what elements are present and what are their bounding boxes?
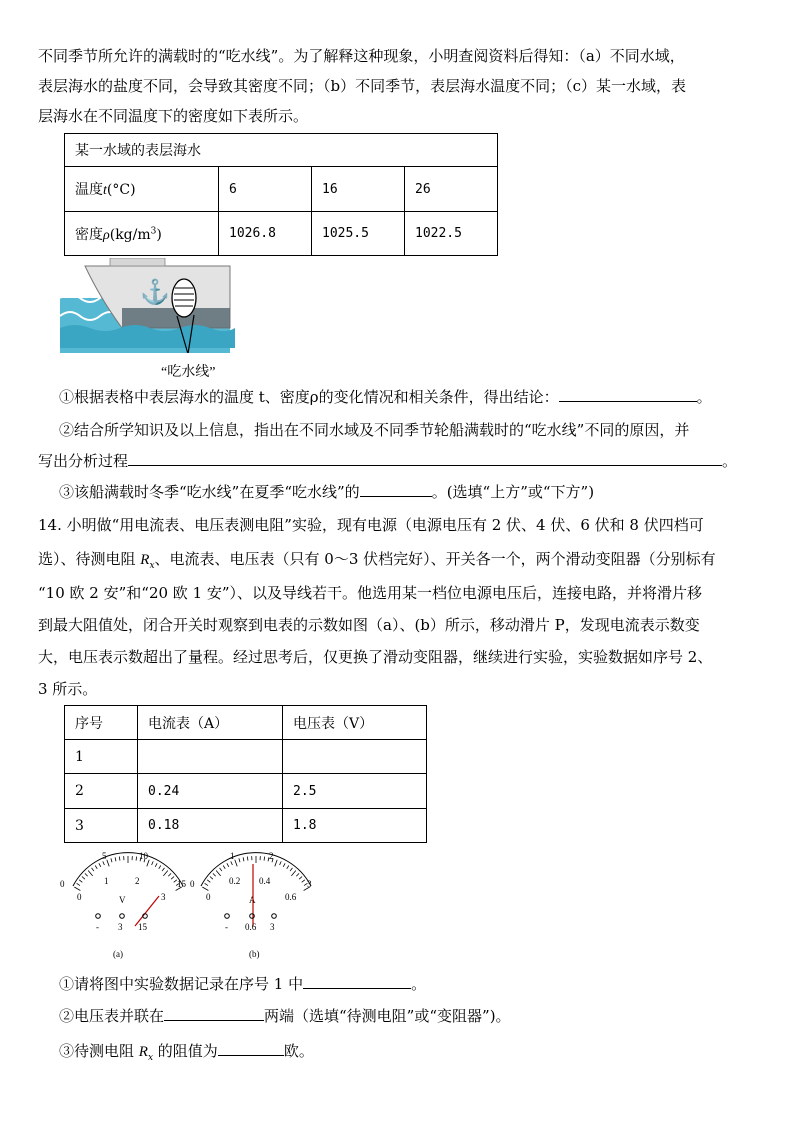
table-cell bbox=[283, 740, 427, 774]
scale-tick bbox=[243, 857, 244, 861]
scale-tick bbox=[85, 873, 88, 876]
density-cell: 1025.5 bbox=[312, 212, 405, 256]
scale-tick bbox=[88, 871, 92, 876]
scale-tick bbox=[115, 857, 116, 861]
meter-unit-label: A bbox=[249, 895, 256, 905]
figure-caption: (a) bbox=[113, 949, 123, 959]
q14-part2: ②电压表并联在 两端（选填“待测电阻”或“变阻器”)。 bbox=[59, 1007, 511, 1025]
terminal-icon bbox=[96, 914, 101, 919]
scale-tick bbox=[119, 857, 120, 861]
scale-tick bbox=[136, 857, 137, 861]
intro-line-3: 层海水在不同温度下的密度如下表所示。 bbox=[38, 107, 309, 125]
scale-label: 0.2 bbox=[229, 876, 241, 886]
measurement-table bbox=[64, 705, 427, 843]
terminal-icon bbox=[250, 914, 255, 919]
load-line-marks bbox=[172, 279, 196, 317]
scale-tick bbox=[216, 871, 220, 876]
meter-unit-label: V bbox=[119, 895, 126, 905]
answer-blank[interactable] bbox=[360, 482, 432, 497]
density-cell: 1026.8 bbox=[219, 212, 312, 256]
scale-tick bbox=[99, 863, 101, 867]
scale-tick bbox=[82, 877, 85, 880]
column-header: 电压表（V） bbox=[283, 706, 427, 740]
terminal-label: - bbox=[225, 922, 228, 932]
q13-part2-cont: 写出分析过程 。 bbox=[38, 452, 738, 470]
terminal-label: 3 bbox=[270, 922, 275, 932]
answer-blank[interactable] bbox=[303, 974, 411, 989]
scale-tick bbox=[287, 865, 289, 868]
scale-tick bbox=[92, 868, 94, 871]
scale-label: 2 bbox=[269, 851, 274, 861]
scale-tick bbox=[264, 857, 265, 861]
scale-tick bbox=[291, 871, 295, 876]
scale-tick bbox=[220, 868, 222, 871]
scale-label: 0 bbox=[77, 892, 82, 902]
scale-tick bbox=[168, 873, 171, 876]
temperature-cell: 26 bbox=[405, 167, 498, 212]
scale-tick bbox=[290, 868, 292, 871]
scale-tick bbox=[302, 880, 305, 882]
table-row bbox=[65, 740, 427, 774]
ammeter-scale bbox=[202, 856, 309, 891]
meter-diagram bbox=[55, 846, 330, 964]
ship-deck bbox=[110, 258, 165, 266]
terminal-label: 0.6 bbox=[245, 922, 257, 932]
scale-tick bbox=[210, 877, 213, 880]
table-cell: 0.24 bbox=[138, 774, 283, 809]
scale-tick bbox=[155, 863, 157, 867]
table-cell: 2 bbox=[65, 774, 138, 809]
intro-line-1: 不同季节所允许的满载时的“吃水线”。为了解释这种现象，小明查阅资料后得知：（a）不同水域， bbox=[38, 47, 685, 65]
table-cell: 1.8 bbox=[283, 809, 427, 843]
scale-tick bbox=[223, 865, 225, 868]
q14-part3: ③待测电阻 $R_x$ 的阻值为 欧。 bbox=[59, 1042, 314, 1063]
temperature-cell: 16 bbox=[312, 167, 405, 212]
scale-label: 10 bbox=[139, 851, 148, 861]
voltmeter bbox=[60, 851, 187, 959]
q14-line-4: 到最大阻值处，闭合开关时观察到电表的示数如图（a）、(b）所示，移动滑片 P，发现电流表示数变 bbox=[38, 616, 700, 634]
q13-part3: ③该船满载时冬季“吃水线”在夏季“吃水线”的 。(选填“上方”或“下方”) bbox=[59, 483, 595, 501]
temperature-cell: 6 bbox=[219, 167, 312, 212]
answer-blank[interactable] bbox=[164, 1006, 264, 1021]
terminal-icon bbox=[272, 914, 277, 919]
scale-tick bbox=[239, 858, 240, 862]
scale-tick bbox=[213, 873, 216, 876]
scale-label: 0 bbox=[206, 892, 211, 902]
q14-part1: ①请将图中实验数据记录在序号 1 中 。 bbox=[59, 975, 427, 993]
table-header-row bbox=[65, 706, 427, 740]
q13-part2: ②结合所学知识及以上信息，指出在不同水域及不同季节轮船满载时的“吃水线”不同的原因，并 bbox=[59, 421, 690, 439]
terminal-label: 15 bbox=[138, 922, 147, 932]
table-cell: 3 bbox=[65, 809, 138, 843]
scale-label: 0.4 bbox=[259, 876, 271, 886]
terminal-label: 3 bbox=[118, 922, 123, 932]
anchor-icon: ⚓ bbox=[140, 280, 170, 306]
scale-label: 2 bbox=[135, 876, 140, 886]
scale-tick bbox=[207, 880, 210, 882]
table-cell: 1 bbox=[65, 740, 138, 774]
scale-label: 0 bbox=[190, 879, 195, 889]
scale-label: 5 bbox=[102, 851, 107, 861]
scale-tick bbox=[159, 865, 161, 868]
terminal-icon bbox=[120, 914, 125, 919]
ship-waterline-figure bbox=[60, 258, 235, 382]
waterline-caption: “吃水线” bbox=[161, 365, 216, 380]
q14-line-6: 3 所示。 bbox=[38, 680, 98, 698]
scale-tick bbox=[111, 858, 112, 862]
terminal-label: - bbox=[96, 922, 99, 932]
scale-tick bbox=[74, 887, 80, 891]
table-cell bbox=[138, 740, 283, 774]
table-cell: 0.18 bbox=[138, 809, 283, 843]
table-row bbox=[65, 774, 427, 809]
scale-tick bbox=[163, 871, 167, 876]
intro-line-2: 表层海水的盐度不同，会导致其密度不同；（b）不同季节，表层海水温度不同；（c）某一水域，表 bbox=[38, 77, 687, 95]
q13-part1: ①根据表格中表层海水的温度 t、密度ρ的变化情况和相关条件，得出结论： 。 bbox=[59, 388, 712, 406]
q14-line-2: 选）、待测电阻 $R_x$、电流表、电压表（只有 0～3 伏档完好）、开关各一个，两个滑动变阻器（分别标有 bbox=[38, 550, 716, 571]
scale-tick bbox=[299, 877, 302, 880]
scale-label: 0 bbox=[60, 879, 65, 889]
scale-tick bbox=[205, 883, 208, 885]
scale-label: 15 bbox=[177, 879, 186, 889]
scale-tick bbox=[77, 883, 80, 885]
scale-label: 1 bbox=[104, 876, 109, 886]
answer-blank[interactable] bbox=[559, 387, 697, 402]
scale-tick bbox=[283, 863, 285, 867]
seawater-density-table bbox=[64, 133, 498, 256]
column-header: 电流表（A） bbox=[138, 706, 283, 740]
ammeter bbox=[190, 851, 312, 959]
answer-blank[interactable] bbox=[128, 451, 722, 466]
sea-wave-front bbox=[60, 325, 235, 348]
terminal-icon bbox=[225, 914, 230, 919]
scale-label: 1 bbox=[230, 851, 235, 861]
scale-label: 3 bbox=[307, 879, 312, 889]
q14-line-1: 14. 小明做“用电流表、电压表测电阻”实验，现有电源（电源电压有 2 伏、4 伏、6 伏和 8 伏四档可 bbox=[38, 516, 704, 534]
density-cell: 1022.5 bbox=[405, 212, 498, 256]
scale-tick bbox=[171, 877, 174, 880]
scale-tick bbox=[231, 861, 233, 865]
density-header: 密度$\rho(kg/m^3)$ bbox=[65, 212, 219, 256]
temperature-row bbox=[65, 167, 498, 212]
q14-line-3: “10 欧 2 安”和“20 欧 1 安”）、以及导线若干。他选用某一档位电源电压后，连接电路，并将滑片移 bbox=[38, 584, 703, 602]
scale-tick bbox=[79, 880, 82, 882]
scale-tick bbox=[275, 860, 277, 867]
figure-caption: (b) bbox=[249, 949, 260, 959]
scale-tick bbox=[162, 868, 164, 871]
voltmeter-scale bbox=[74, 856, 181, 891]
scale-label: 3 bbox=[161, 892, 166, 902]
scale-tick bbox=[152, 861, 154, 865]
scale-tick bbox=[247, 857, 248, 861]
scale-tick bbox=[235, 860, 237, 867]
scale-tick bbox=[95, 865, 97, 868]
scale-tick bbox=[202, 887, 208, 891]
table-title: 某一水域的表层海水 bbox=[65, 134, 498, 167]
scale-tick bbox=[280, 861, 282, 865]
temperature-header: 温度t(°C) bbox=[65, 167, 219, 212]
scale-tick bbox=[296, 873, 299, 876]
density-row bbox=[65, 212, 498, 256]
scale-tick bbox=[103, 861, 105, 865]
answer-blank[interactable] bbox=[218, 1041, 284, 1056]
table-row bbox=[65, 809, 427, 843]
scale-tick bbox=[107, 860, 109, 867]
q14-line-5: 大，电压表示数超出了量程。经过思考后，仅更换了滑动变阻器，继续进行实验，实验数据如序号 2、 bbox=[38, 648, 713, 666]
scale-tick bbox=[227, 863, 229, 867]
column-header: 序号 bbox=[65, 706, 138, 740]
scale-label: 0.6 bbox=[285, 892, 297, 902]
table-cell: 2.5 bbox=[283, 774, 427, 809]
